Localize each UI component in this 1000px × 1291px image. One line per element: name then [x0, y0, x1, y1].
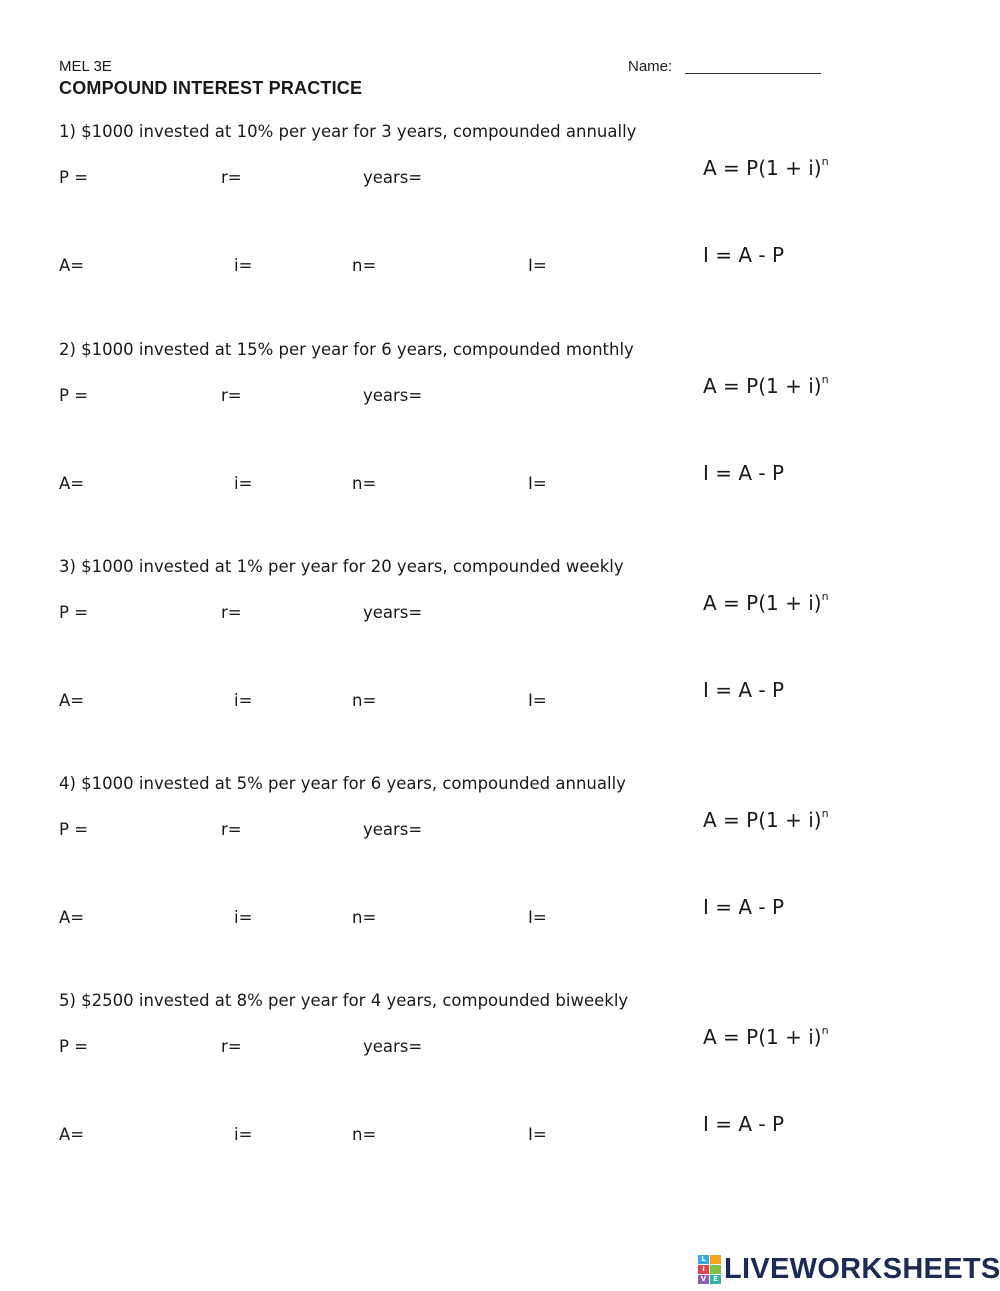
amount-formula-exponent: n	[821, 1024, 829, 1038]
rate-label: r=	[221, 1037, 242, 1056]
periodic-rate-label: i=	[234, 1125, 253, 1144]
periodic-rate-label: i=	[234, 691, 253, 710]
name-blank-line[interactable]	[685, 73, 821, 74]
amount-label: A=	[59, 1125, 85, 1144]
problem-statement: 1) $1000 invested at 10% per year for 3 years, compounded annually	[59, 122, 637, 141]
amount-formula	[703, 1025, 829, 1049]
principal-label: P =	[59, 603, 89, 622]
principal-label: P =	[59, 1037, 89, 1056]
principal-label: P =	[59, 168, 89, 187]
amount-formula-exponent: n	[821, 155, 829, 169]
amount-label: A=	[59, 474, 85, 493]
problem-4	[0, 774, 1000, 984]
amount-formula-text: A = P(1 + i)	[703, 808, 822, 832]
amount-label: A=	[59, 908, 85, 927]
problem-1	[0, 122, 1000, 332]
amount-formula-text: A = P(1 + i)	[703, 374, 822, 398]
years-label: years=	[363, 168, 423, 187]
interest-formula: I = A - P	[703, 678, 785, 702]
amount-formula-text: A = P(1 + i)	[703, 156, 822, 180]
amount-formula-exponent: n	[821, 590, 829, 604]
amount-formula	[703, 156, 829, 180]
course-code: MEL 3E	[59, 58, 112, 75]
years-label: years=	[363, 603, 423, 622]
problem-3	[0, 557, 1000, 767]
problem-statement: 3) $1000 invested at 1% per year for 20 years, compounded weekly	[59, 557, 624, 576]
rate-label: r=	[221, 603, 242, 622]
amount-label: A=	[59, 691, 85, 710]
amount-formula	[703, 591, 829, 615]
interest-formula: I = A - P	[703, 895, 785, 919]
principal-label: P =	[59, 820, 89, 839]
interest-formula: I = A - P	[703, 243, 785, 267]
rate-label: r=	[221, 168, 242, 187]
rate-label: r=	[221, 386, 242, 405]
amount-formula-text: A = P(1 + i)	[703, 591, 822, 615]
principal-label: P =	[59, 386, 89, 405]
years-label: years=	[363, 386, 423, 405]
periods-label: n=	[352, 256, 377, 275]
periodic-rate-label: i=	[234, 474, 253, 493]
periods-label: n=	[352, 908, 377, 927]
problem-statement: 5) $2500 invested at 8% per year for 4 years, compounded biweekly	[59, 991, 629, 1010]
problem-2	[0, 340, 1000, 550]
interest-label: I=	[528, 256, 547, 275]
periods-label: n=	[352, 474, 377, 493]
interest-label: I=	[528, 691, 547, 710]
problem-statement: 4) $1000 invested at 5% per year for 6 years, compounded annually	[59, 774, 626, 793]
amount-formula-exponent: n	[821, 373, 829, 387]
years-label: years=	[363, 1037, 423, 1056]
liveworksheets-logo-icon: L I V E	[698, 1255, 721, 1284]
amount-formula-exponent: n	[821, 807, 829, 821]
periods-label: n=	[352, 691, 377, 710]
page-title: COMPOUND INTEREST PRACTICE	[59, 78, 363, 98]
problem-statement: 2) $1000 invested at 15% per year for 6 years, compounded monthly	[59, 340, 634, 359]
interest-formula: I = A - P	[703, 1112, 785, 1136]
interest-formula: I = A - P	[703, 461, 785, 485]
years-label: years=	[363, 820, 423, 839]
liveworksheets-logo-text: LIVEWORKSHEETS	[724, 1252, 1000, 1285]
problem-5	[0, 991, 1000, 1201]
periods-label: n=	[352, 1125, 377, 1144]
interest-label: I=	[528, 474, 547, 493]
liveworksheets-logo	[698, 1253, 1000, 1285]
rate-label: r=	[221, 820, 242, 839]
amount-formula-text: A = P(1 + i)	[703, 1025, 822, 1049]
interest-label: I=	[528, 1125, 547, 1144]
periodic-rate-label: i=	[234, 908, 253, 927]
amount-formula	[703, 374, 829, 398]
amount-label: A=	[59, 256, 85, 275]
interest-label: I=	[528, 908, 547, 927]
name-label: Name:	[628, 58, 673, 75]
periodic-rate-label: i=	[234, 256, 253, 275]
amount-formula	[703, 808, 829, 832]
